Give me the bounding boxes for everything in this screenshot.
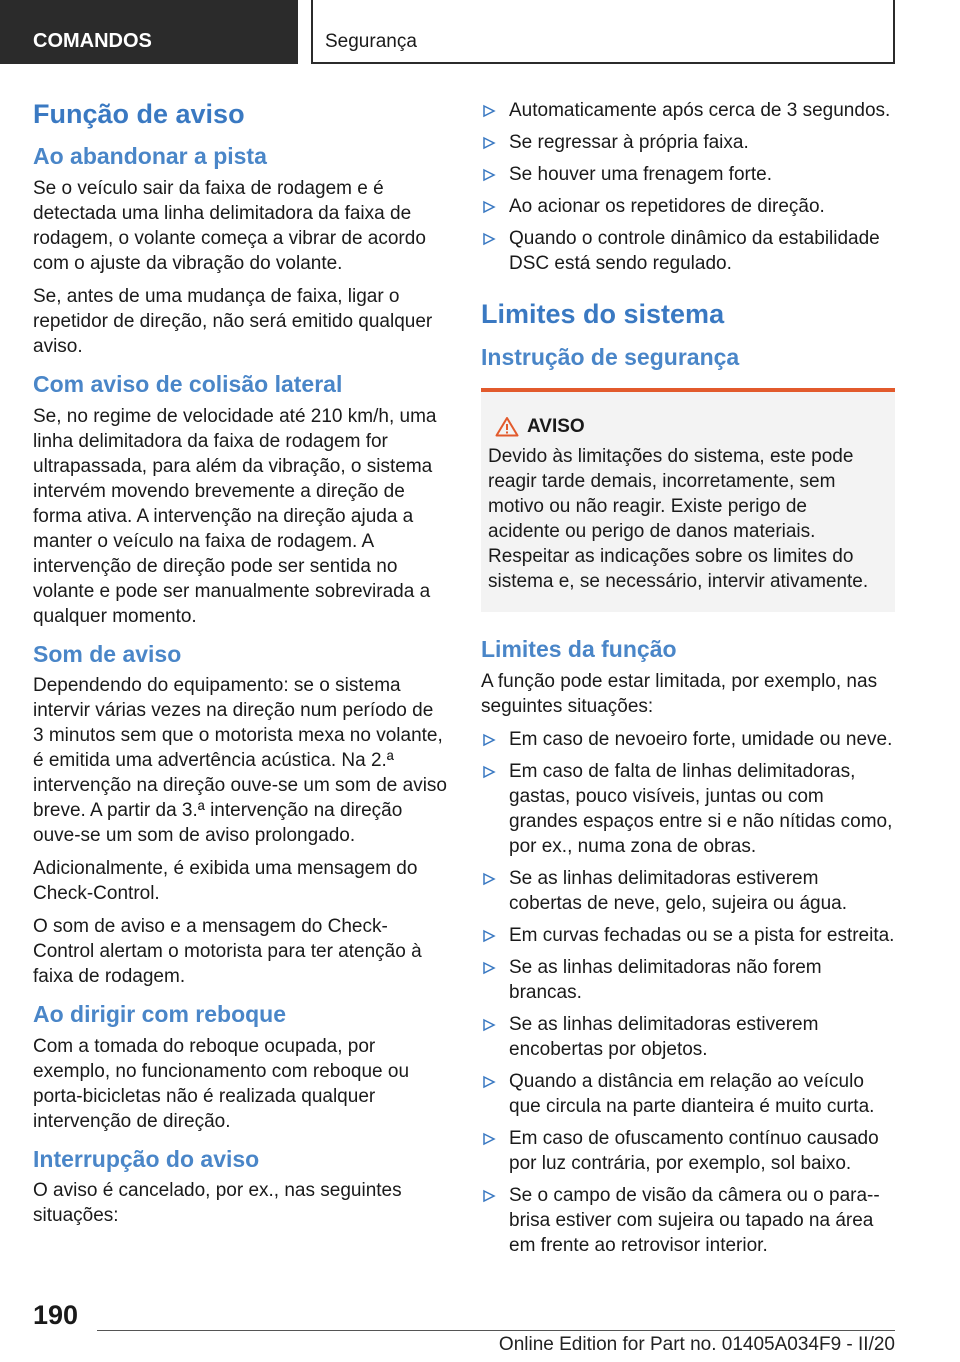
triangle-right-icon xyxy=(482,1189,496,1203)
triangle-right-icon xyxy=(482,168,496,182)
heading-instrucao: Instrução de segurança xyxy=(481,344,740,371)
warning-box xyxy=(481,388,895,612)
subsection-label: Segurança xyxy=(325,31,417,52)
warning-label: AVISO xyxy=(527,415,585,437)
triangle-right-icon xyxy=(482,104,496,118)
footer-edition: Online Edition for Part no. 01405A034F9 - II/20 xyxy=(498,1334,895,1355)
paragraph: Dependendo do equipamento: se o sistema intervir várias vezes na direção num período de 3 minutos sem que o motorista mexa no volante, é emitida uma advertência acústica. Na 2.ª intervenção na direção ouve-se um som de aviso breve. A partir da 3.ª intervenção na direção ouve-se um som de aviso prolongado. xyxy=(33,675,448,847)
section-som xyxy=(33,641,447,990)
list-item xyxy=(481,98,895,123)
list-item-text: Quando a distância em relação ao veículo que circula na parte dianteira é muito curta. xyxy=(509,1070,875,1117)
triangle-right-icon xyxy=(482,136,496,150)
heading-abandonar: Ao abandonar a pista xyxy=(33,143,267,170)
list-item xyxy=(481,1183,895,1258)
list-item xyxy=(481,727,895,752)
list-item-text: Ao acionar os repetidores de direção. xyxy=(509,196,825,217)
list-item xyxy=(481,1126,895,1176)
triangle-right-icon xyxy=(482,1018,496,1032)
paragraph: Se, no regime de velocidade até 210 km/h, uma linha delimitadora da faixa de rodagem for ultrapassada, para além da vibração, o sistema intervém movendo brevemente a direção de forma ativa. A intervenção na direção ajuda a manter o veículo na faixa de rodagem. A intervenção de direção pode ser sentida no volante e pode ser manualmente sobrevirada a qualquer momento. xyxy=(33,405,437,627)
heading-reboque: Ao dirigir com reboque xyxy=(33,1001,287,1028)
heading-interrupcao: Interrupção do aviso xyxy=(33,1145,260,1172)
list-item xyxy=(481,923,895,948)
triangle-right-icon xyxy=(482,765,496,779)
paragraph: Adicionalmente, é exibida uma mensagem do Check-Control. xyxy=(33,858,418,905)
right-column xyxy=(481,98,895,1270)
limits-title: Limites do sistema xyxy=(481,299,725,329)
list-item xyxy=(481,955,895,1005)
triangle-right-icon xyxy=(482,200,496,214)
warning-header xyxy=(488,416,881,438)
list-item-text: Se regressar à própria faixa. xyxy=(509,132,749,153)
heading-som: Som de aviso xyxy=(33,640,182,667)
section-title: Função de aviso xyxy=(33,99,245,129)
list-item xyxy=(481,866,895,916)
subsection-header xyxy=(311,0,895,64)
list-item-text: Se as linhas delimitadoras não forem brancas. xyxy=(509,956,822,1003)
heading-limites-funcao: Limites da função xyxy=(481,635,677,662)
interruption-list xyxy=(481,98,895,276)
triangle-right-icon xyxy=(482,961,496,975)
list-item-text: Se as linhas delimitadoras estiverem cobertas de neve, gelo, sujeira ou água. xyxy=(509,867,848,914)
list-item xyxy=(481,162,895,187)
paragraph: A função pode estar limitada, por exemplo, nas seguintes situações: xyxy=(481,670,878,717)
triangle-right-icon xyxy=(482,872,496,886)
warning-text: Devido às limitações do sistema, este pode reagir tarde demais, incorretamente, sem motivo ou não reagir. Existe perigo de acidente ou perigo de danos materiais. Respeitar as indicações sobre os limites do sistema e, se necessário, intervir ativamente. xyxy=(488,445,869,592)
section-limites-funcao xyxy=(481,636,895,1258)
paragraph: Se o veículo sair da faixa de rodagem e é detectada uma linha delimitadora da faixa de rodagem, o volante começa a vibrar de acordo com o ajuste da vibração do volante. xyxy=(33,177,426,274)
section-label: COMANDOS xyxy=(33,30,152,52)
list-item-text: Em curvas fechadas ou se a pista for estreita. xyxy=(509,924,895,946)
paragraph: Se, antes de uma mudança de faixa, ligar o repetidor de direção, não será emitido qualquer aviso. xyxy=(33,285,433,357)
list-item-text: Se houver uma frenagem forte. xyxy=(509,164,772,185)
triangle-right-icon xyxy=(482,232,496,246)
section-abandonar xyxy=(33,143,447,359)
list-item xyxy=(481,130,895,155)
section-reboque xyxy=(33,1001,447,1134)
paragraph: O aviso é cancelado, por ex., nas seguintes situações: xyxy=(33,1180,402,1227)
list-item-text: Em caso de ofuscamento contínuo causado por luz contrária, por exemplo, sol baixo. xyxy=(509,1127,879,1174)
list-item-text: Em caso de nevoeiro forte, umidade ou neve. xyxy=(509,728,893,750)
list-item-text: Se as linhas delimitadoras estiverem encobertas por objetos. xyxy=(509,1013,819,1060)
heading-colisao: Com aviso de colisão lateral xyxy=(33,370,343,397)
list-item xyxy=(481,759,895,859)
paragraph: Com a tomada do reboque ocupada, por exemplo, no funcionamento com reboque ou porta-bicicletas não é realizada qualquer intervenção de direção. xyxy=(33,1035,410,1132)
section-colisao xyxy=(33,371,447,629)
triangle-right-icon xyxy=(482,733,496,747)
triangle-right-icon xyxy=(482,929,496,943)
list-item-text: Quando o controle dinâmico da estabilidade DSC está sendo regulado. xyxy=(509,228,880,274)
section-tab xyxy=(0,0,298,64)
paragraph: O som de aviso e a mensagem do Check-Control alertam o motorista para ter atenção à faixa de rodagem. xyxy=(33,916,422,988)
list-item-text: Em caso de falta de linhas delimitadoras, gastas, pouco visíveis, juntas ou com grandes espaços entre si e não nítidas como, por ex., numa zona de obras. xyxy=(509,760,893,857)
warning-triangle-icon xyxy=(495,416,519,437)
list-item-text: Se o campo de visão da câmera ou o para--brisa estiver com sujeira ou tapado na área em frente ao retrovisor interior. xyxy=(509,1184,880,1256)
list-item xyxy=(481,194,895,219)
limits-list xyxy=(481,727,895,1258)
triangle-right-icon xyxy=(482,1132,496,1146)
list-item xyxy=(481,1012,895,1062)
triangle-right-icon xyxy=(482,1075,496,1089)
page-number: 190 xyxy=(33,1300,79,1330)
list-item xyxy=(481,226,895,276)
left-column xyxy=(33,98,447,1240)
list-item xyxy=(481,1069,895,1119)
section-interrupcao xyxy=(33,1146,447,1229)
footer-divider xyxy=(97,1330,895,1331)
list-item-text: Automaticamente após cerca de 3 segundos. xyxy=(509,100,891,121)
